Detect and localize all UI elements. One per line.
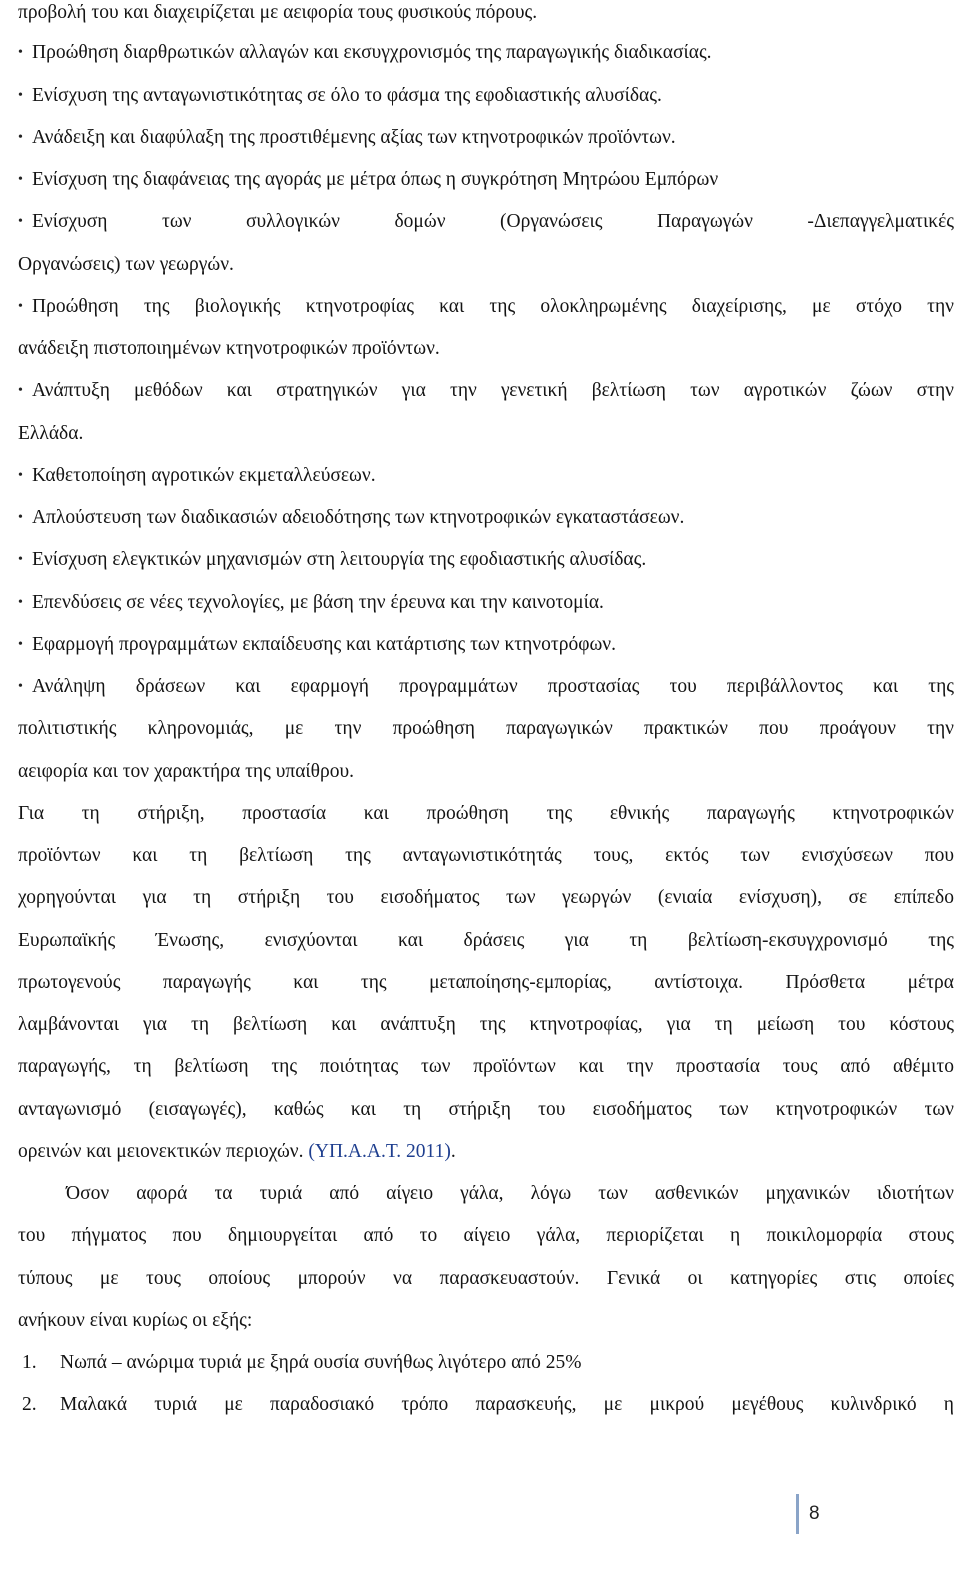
- bullet-item: • Ανάδειξη και διαφύλαξη της προστιθέμενης αξίας των κτηνοτροφικών προϊόντων.: [18, 125, 954, 151]
- paragraph-line: χορηγούνται για τη στήριξη του εισοδήματος των γεωργών (ενιαία ενίσχυση), σε επίπεδο: [18, 887, 954, 908]
- bullet-icon: •: [18, 468, 23, 483]
- paragraph-line: ανήκουν είναι κυρίως οι εξής:: [18, 1310, 253, 1331]
- page-number: 8: [796, 1494, 820, 1534]
- bullet-icon: •: [18, 552, 23, 567]
- bullet-icon: •: [18, 172, 23, 187]
- bullet-icon: •: [18, 595, 23, 610]
- paragraph-line: λαμβάνονται για τη βελτίωση και ανάπτυξη της κτηνοτροφίας, για τη μείωση του κόστους: [18, 1014, 954, 1035]
- list-number: 1.: [22, 1352, 37, 1373]
- bullet-item: • Εφαρμογή προγραμμάτων εκπαίδευσης και κατάρτισης των κτηνοτρόφων.: [18, 632, 954, 658]
- paragraph-line: του πήγματος που δημιουργείται από το αίγειο γάλα, περιορίζεται η ποικιλομορφία στους: [18, 1225, 954, 1246]
- paragraph-line: Για τη στήριξη, προστασία και προώθηση της εθνικής παραγωγής κτηνοτροφικών: [18, 803, 954, 824]
- bullet-icon: •: [18, 510, 23, 525]
- list-number: 2.: [22, 1394, 37, 1415]
- bullet-item: • Ανάπτυξη μεθόδων και στρατηγικών για την γενετική βελτίωση των αγροτικών ζώων στην: [18, 378, 954, 404]
- numbered-item: 2. Μαλακά τυριά με παραδοσιακό τρόπο παρασκευής, με μικρού μεγέθους κυλινδρικό η: [18, 1392, 954, 1418]
- text-line: Οργανώσεις) των γεωργών.: [18, 254, 234, 275]
- text-line: Ελλάδα.: [18, 423, 84, 444]
- citation-link[interactable]: (ΥΠ.Α.Α.Τ. 2011): [308, 1141, 451, 1162]
- paragraph-line: Ευρωπαϊκής Ένωσης, ενισχύονται και δράσεις για τη βελτίωση-εκσυγχρονισμό της: [18, 930, 954, 951]
- bullet-item: • Ενίσχυση της διαφάνειας της αγοράς με μέτρα όπως η συγκρότηση Μητρώου Εμπόρων: [18, 167, 954, 193]
- paragraph-line: προϊόντων και τη βελτίωση της ανταγωνιστικότητάς τους, εκτός των ενισχύσεων που: [18, 845, 954, 866]
- bullet-item: • Ενίσχυση της ανταγωνιστικότητας σε όλο το φάσμα της εφοδιαστικής αλυσίδας.: [18, 83, 954, 109]
- numbered-item: 1. Νωπά – ανώριμα τυριά με ξηρά ουσία συνήθως λιγότερο από 25%: [18, 1350, 954, 1376]
- paragraph-line: παραγωγής, τη βελτίωση της ποιότητας των προϊόντων και την προστασία τους από αθέμιτο: [18, 1056, 954, 1077]
- text-line: ανάδειξη πιστοποιημένων κτηνοτροφικών προϊόντων.: [18, 338, 440, 359]
- paragraph-line: τύπους με τους οποίους μπορούν να παρασκευαστούν. Γενικά οι κατηγορίες στις οποίες: [18, 1268, 954, 1289]
- bullet-item: • Ανάληψη δράσεων και εφαρμογή προγραμμάτων προστασίας του περιβάλλοντος και της: [18, 674, 954, 700]
- bullet-icon: •: [18, 383, 23, 398]
- bullet-icon: •: [18, 88, 23, 103]
- bullet-item: • Ενίσχυση ελεγκτικών μηχανισμών στη λειτουργία της εφοδιαστικής αλυσίδας.: [18, 547, 954, 573]
- bullet-item: • Προώθηση διαρθρωτικών αλλαγών και εκσυγχρονισμός της παραγωγικής διαδικασίας.: [18, 40, 954, 66]
- bullet-icon: •: [18, 637, 23, 652]
- paragraph-line: Όσον αφορά τα τυριά από αίγειο γάλα, λόγω των ασθενικών μηχανικών ιδιοτήτων: [66, 1183, 954, 1204]
- bullet-icon: •: [18, 299, 23, 314]
- bullet-item: • Καθετοποίηση αγροτικών εκμεταλλεύσεων.: [18, 463, 954, 489]
- bullet-item: • Προώθηση της βιολογικής κτηνοτροφίας και της ολοκληρωμένης διαχείρισης, με στόχο την: [18, 294, 954, 320]
- text-line: προβολή του και διαχειρίζεται με αειφορία τους φυσικούς πόρους.: [18, 2, 538, 23]
- paragraph-line: ανταγωνισμό (εισαγωγές), καθώς και τη στήριξη του εισοδήματος των κτηνοτροφικών των: [18, 1099, 954, 1120]
- bullet-icon: •: [18, 130, 23, 145]
- paragraph-line: πρωτογενούς παραγωγής και της μεταποίησης-εμπορίας, αντίστοιχα. Πρόσθετα μέτρα: [18, 972, 954, 993]
- bullet-item: • Απλούστευση των διαδικασιών αδειοδότησης των κτηνοτροφικών εγκαταστάσεων.: [18, 505, 954, 531]
- text-line: πολιτιστικής κληρονομιάς, με την προώθηση παραγωγικών πρακτικών που προάγουν την: [18, 718, 954, 739]
- paragraph-line: ορεινών και μειονεκτικών περιοχών. (ΥΠ.Α.Α.Τ. 2011).: [18, 1141, 456, 1162]
- text-line: αειφορία και τον χαρακτήρα της υπαίθρου.: [18, 761, 355, 782]
- bullet-icon: •: [18, 214, 23, 229]
- bullet-item: • Επενδύσεις σε νέες τεχνολογίες, με βάση την έρευνα και την καινοτομία.: [18, 590, 954, 616]
- bullet-item: • Ενίσχυση των συλλογικών δομών (Οργανώσεις Παραγωγών -Διεπαγγελματικές: [18, 209, 954, 235]
- bullet-icon: •: [18, 45, 23, 60]
- bullet-icon: •: [18, 679, 23, 694]
